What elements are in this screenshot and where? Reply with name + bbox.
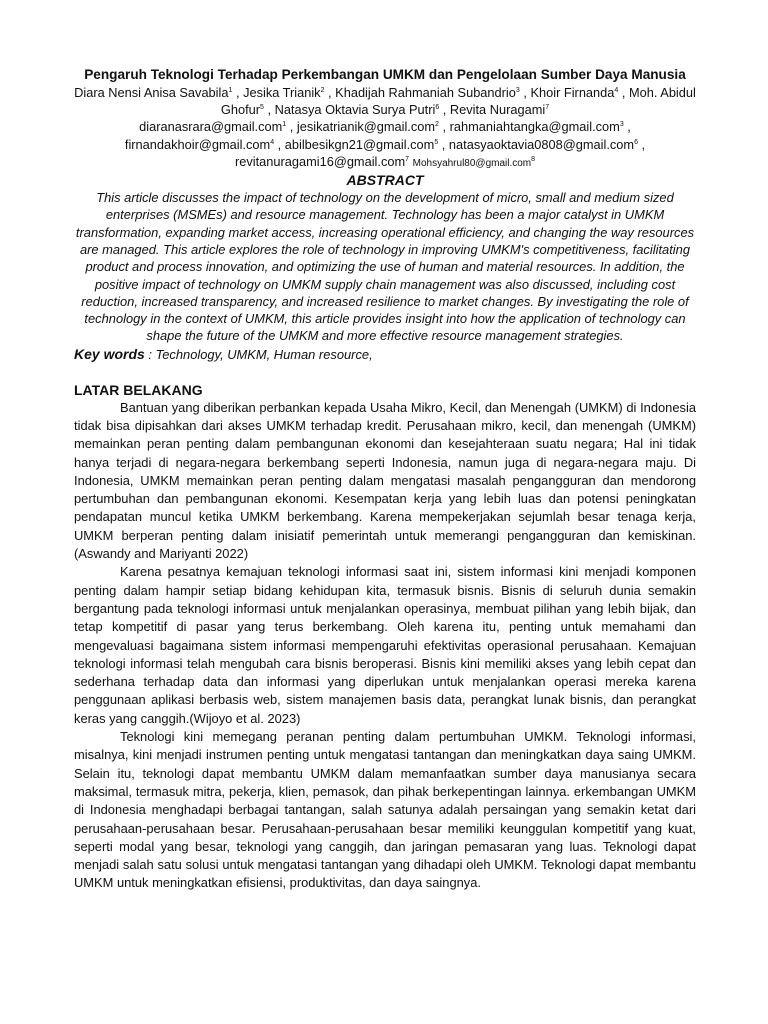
email-number: 4 [270,138,275,146]
author-email[interactable]: jesikatrianik@gmail.com [296,119,436,135]
author-name: Jesika Trianik [243,85,321,100]
author-affiliation-number: 4 [614,87,619,94]
author-name: Diara Nensi Anisa Savabila [74,85,229,100]
abstract-heading: ABSTRACT [346,172,424,189]
body-paragraph: Bantuan yang diberikan perbankan kepada Usaha Mikro, Kecil, dan Menengah (UMKM) di Indonesia tidak bisa dipisahkan dari akses UMKM terhadap kredit. Perusahaan mikro, kecil, dan menengah (UMKM) memainkan peran penting dalam pembangunan ekonomi dan kesejahteraan suatu negara; Hal ini tidak hanya terjadi di negara-negara berkembang seperti Indonesia, namun juga di negara-negara maju. Di Indonesia, UMKM memainkan peran penting dalam mengatasi masalah pengangguran dan mendorong pertumbuhan dan pembangunan ekonomi. Kesempatan kerja yang lebih luas dan potensi peningkatan pendapatan muncul ketika UMKM berkembang. Karena mempekerjakan sejumlah besar tenaga kerja, UMKM berperan penting dalam inisiatif pemerintah untuk memerangi pengangguran dan kemiskinan. (Aswandy and Mariyanti 2022) [74,399,696,562]
keywords-label: Key words [74,345,145,362]
email-number: 2 [435,121,439,129]
author-affiliation-number: 6 [435,104,440,112]
email-number: 7 [405,155,410,163]
author-affiliation-number: 3 [515,87,520,94]
author-email[interactable]: revitanuragami16@gmail.com [234,153,406,169]
email-list: diaranasrara@gmail.com$^1$ , jesikatrianik@gmail.com$^2$ , rahmaniahtangka@gmail.com$^3$ , firnandakhoir@gmail.com$^4$ , abilbesikgn21@gmail.com$^5$ , natasyaoktavia0808@gmail.com$^6$ , revitanuragami16@gmail.com$^7$ Mohsyahrul80@gmail.com$^8$ [124,119,646,169]
author-name: Natasya Oktavia Surya Putri [274,102,436,118]
author-name: Khadijah Rahmaniah Subandrio [335,85,516,100]
author-email[interactable]: Mohsyahrul80@gmail.com [412,157,532,169]
author-affiliation-number: 5 [260,104,264,112]
author-name: Moh. Abidul Ghofur [220,85,696,118]
author-affiliation-number: 1 [228,87,233,94]
email-number: 5 [434,138,439,146]
body-paragraph: Karena pesatnya kemajuan teknologi informasi saat ini, sistem informasi kini menjadi komponen penting dalam hampir setiap bidang kehidupan kita, termasuk bisnis. Bisnis di seluruh dunia semakin bergantung pada teknologi informasi untuk menjalankan operasinya, membuat pilihan yang lebih bijak, dan tetap kompetitif di pasar yang terus berkembang. Oleh karena itu, penting untuk memahami dan mengevaluasi bagaimana sistem informasi mempengaruhi efektivitas operasional perusahaan. Kemajuan teknologi informasi telah mengubah cara bisnis beroperasi. Bisnis kini memiliki akses yang lebih cepat dan sederhana terhadap data dan informasi yang diperlukan untuk menjalankan operasi mereka karena penggunaan aplikasi berbasis web, sistem manajemen basis data, perangkat lunak bisnis, dan perangkat keras yang canggih.(Wijoyo et al. 2023) [74,564,696,726]
author-email[interactable]: firnandakhoir@gmail.com [124,136,271,152]
author-name: Khoir Firnanda [530,85,615,100]
abstract-text: This article discusses the impact of technology on the development of micro, small and medium sized enterprises (MSMEs) and resource management. Technology has been a major catalyst in UMKM transformation, expanding market access, increasing operational efficiency, and changing the way resources are managed. This article explores the role of technology in improving UMKM's competitiveness, facilitating product and process innovation, and optimizing the use of human and material resources. In addition, the positive impact of technology on UMKM supply chain management was also discussed, including cost reduction, increased transparency, and increased resilience to market changes. By investigating the role of technology in the context of UMKM, this article provides insight into how the application of technology can shape the future of the UMKM and more effective resource management strategies. [75,190,695,344]
email-number: 3 [619,121,624,129]
section-heading: LATAR BELAKANG [74,381,203,398]
body-paragraph: Teknologi kini memegang peranan penting dalam pertumbuhan UMKM. Teknologi informasi, misalnya, kini menjadi instrumen penting untuk mengatasi tantangan dan meningkatkan daya saing UMKM. Selain itu, teknologi dapat membantu UMKM dalam memanfaatkan sumber daya manusianya secara maksimal, termasuk mitra, pekerja, klien, pemasok, dan pihak berkepentingan lainnya. erkembangan UMKM di Indonesia menghadapi berbagai tantangan, salah satunya adalah persaingan yang semakin ketat dari perusahaan-perusahaan besar. Perusahaan-perusahaan besar memiliki keunggulan kompetitif yang kuat, seperti modal yang besar, teknologi yang canggih, dan jaringan pemasaran yang luas. Teknologi dapat menjadi salah satu solusi untuk mengatasi tantangan yang dihadapi oleh UMKM. Teknologi dapat membantu UMKM untuk meningkatkan efisiensi, produktivitas, dan daya saingnya. [74,729,696,891]
email-number: 8 [531,155,536,163]
author-name: Revita Nuragami [449,102,546,118]
author-email[interactable]: abilbesikgn21@gmail.com [284,136,435,152]
author-email[interactable]: diaranasrara@gmail.com [139,119,283,135]
author-list: Diara Nensi Anisa Savabila$^1$ , Jesika Trianik$^2$ , Khadijah Rahmaniah Subandrio$^3$ , Khoir Firnanda$^4$ , Moh. Abidul Ghofur$^5$ , Natasya Oktavia Surya Putri$^6$ , Revita Nuragami$^7$ [74,85,696,118]
keywords-line [74,345,696,364]
paper-title: Pengaruh Teknologi Terhadap Perkembangan UMKM dan Pengelolaan Sumber Daya Manusia [84,67,686,82]
email-number: 6 [634,138,638,146]
paper-page [74,66,696,893]
email-number: 1 [282,121,287,129]
keywords-value: : Technology, UMKM, Human resource, [148,346,373,362]
author-affiliation-number: 2 [320,87,325,94]
author-affiliation-number: 7 [545,104,550,112]
author-email[interactable]: natasyaoktavia0808@gmail.com [448,136,635,152]
author-email[interactable]: rahmaniahtangka@gmail.com [449,119,620,135]
